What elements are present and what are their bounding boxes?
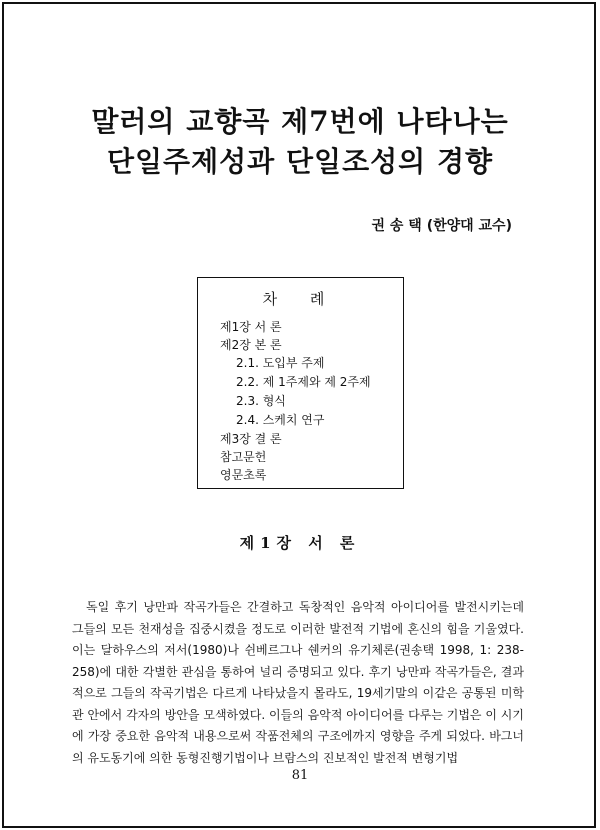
toc-list <box>220 318 371 484</box>
toc-item-english-abstract: 영문초록 <box>220 468 267 482</box>
section-heading: 제1장 서 론 <box>239 534 361 552</box>
toc-item-chapter-1: 제1장 서 론 <box>220 320 282 334</box>
toc-heading: 차 례 <box>262 290 339 308</box>
toc-item-2-2: 2.2. 제 1주제와 제 2주제 <box>236 375 371 389</box>
toc-item-2-3: 2.3. 형식 <box>236 394 286 408</box>
page-number: 81 <box>291 768 309 783</box>
toc-item-2-4: 2.4. 스케치 연구 <box>236 413 325 427</box>
toc-item-2-1: 2.1. 도입부 주제 <box>236 356 325 370</box>
toc-item-references: 참고문헌 <box>220 450 267 464</box>
paper-title <box>0 102 600 182</box>
body-paragraph: 독일 후기 낭만파 작곡가들은 간결하고 독창적인 음악적 아이디어를 발전시키는데 그들의 모든 천재성을 집중시켰을 정도로 이러한 발전적 기법에 혼신의 힘을 기울였다. 이는 달하우스의 저서(1980)나 쉰베르그나 쉔커의 유기체론(권송택 1998, 1: 238-258)에 대한 각별한 관심을 통하여 널리 증명되고 있다. 후기 낭만파 작곡가들은, 결과적으로 그들의 작곡기법은 다르게 나타났을지 몰라도, 19세기말의 이같은 공통된 미학관 안에서 각자의 방안을 모색하였다. 이들의 음악적 아이디어를 다루는 기법은 이 시기에 가장 중요한 음악적 내용으로써 작품전체의 구조에까지 영향을 주게 되었다. 바그너의 유도동기에 의한 동형진행기법이나 브람스의 진보적인 발전적 변형기법 <box>72 600 524 765</box>
body-text <box>72 597 524 769</box>
author-name: 권 송 택 (한양대 교수) <box>371 218 512 234</box>
toc-item-chapter-3: 제3장 결 론 <box>220 432 282 446</box>
paper-title-line-1: 말러의 교향곡 제7번에 나타나는 <box>91 105 509 138</box>
paper-title-line-2: 단일주제성과 단일조성의 경향 <box>106 145 494 178</box>
table-of-contents <box>197 277 404 489</box>
toc-item-chapter-2: 제2장 본 론 <box>220 338 282 352</box>
